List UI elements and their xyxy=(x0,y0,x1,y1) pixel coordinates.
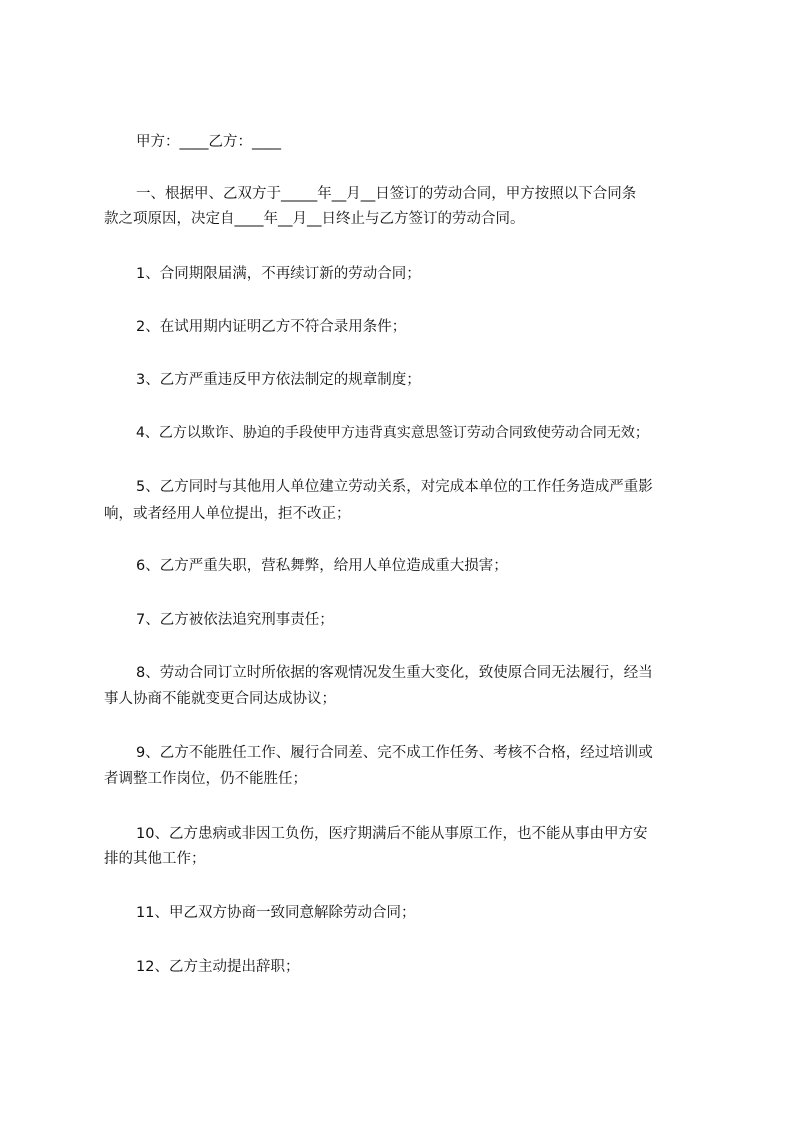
item-3: 3、乙方严重违反甲方依法制定的规章制度； xyxy=(136,372,421,388)
item-10-line-2: 排的其他工作； xyxy=(104,851,206,867)
item-9-line-2: 者调整工作岗位，仍不能胜任； xyxy=(104,771,307,787)
item-4: 4、乙方以欺诈、胁迫的手段使甲方违背真实意思签订劳动合同致使劳动合同无效； xyxy=(136,425,649,441)
item-12: 12、乙方主动提出辞职； xyxy=(136,959,300,975)
clause-intro-line-2: 款之项原因，决定自____年__月__日终止与乙方签订的劳动合同。 xyxy=(104,211,525,227)
item-2: 2、在试用期内证明乙方不符合录用条件； xyxy=(136,319,407,335)
item-6: 6、乙方严重失职，营私舞弊，给用人单位造成重大损害； xyxy=(136,558,508,574)
item-9-line-1: 9、乙方不能胜任工作、履行合同差、完不成工作任务、考核不合格，经过培训或 xyxy=(136,745,653,761)
item-5-line-1: 5、乙方同时与其他用人单位建立劳动关系，对完成本单位的工作任务造成严重影 xyxy=(136,479,653,495)
clause-intro-line-1: 一、根据甲、乙双方于_____年__月__日签订的劳动合同，甲方按照以下合同条 xyxy=(136,186,637,202)
item-10-line-1: 10、乙方患病或非因工负伤，医疗期满后不能从事原工作，也不能从事由甲方安 xyxy=(136,826,648,842)
item-8-line-2: 事人协商不能就变更合同达成协议； xyxy=(104,691,336,707)
item-7: 7、乙方被依法追究刑事责任； xyxy=(136,612,334,628)
item-5-line-2: 响，或者经用人单位提出，拒不改正； xyxy=(104,506,351,522)
item-8-line-1: 8、劳动合同订立时所依据的客观情况发生重大变化，致使原合同无法履行，经当 xyxy=(136,665,653,681)
item-11: 11、甲乙双方协商一致同意解除劳动合同； xyxy=(136,905,416,921)
parties-line: 甲方：____乙方：____ xyxy=(136,134,281,150)
item-1: 1、合同期限届满，不再续订新的劳动合同； xyxy=(136,266,421,282)
